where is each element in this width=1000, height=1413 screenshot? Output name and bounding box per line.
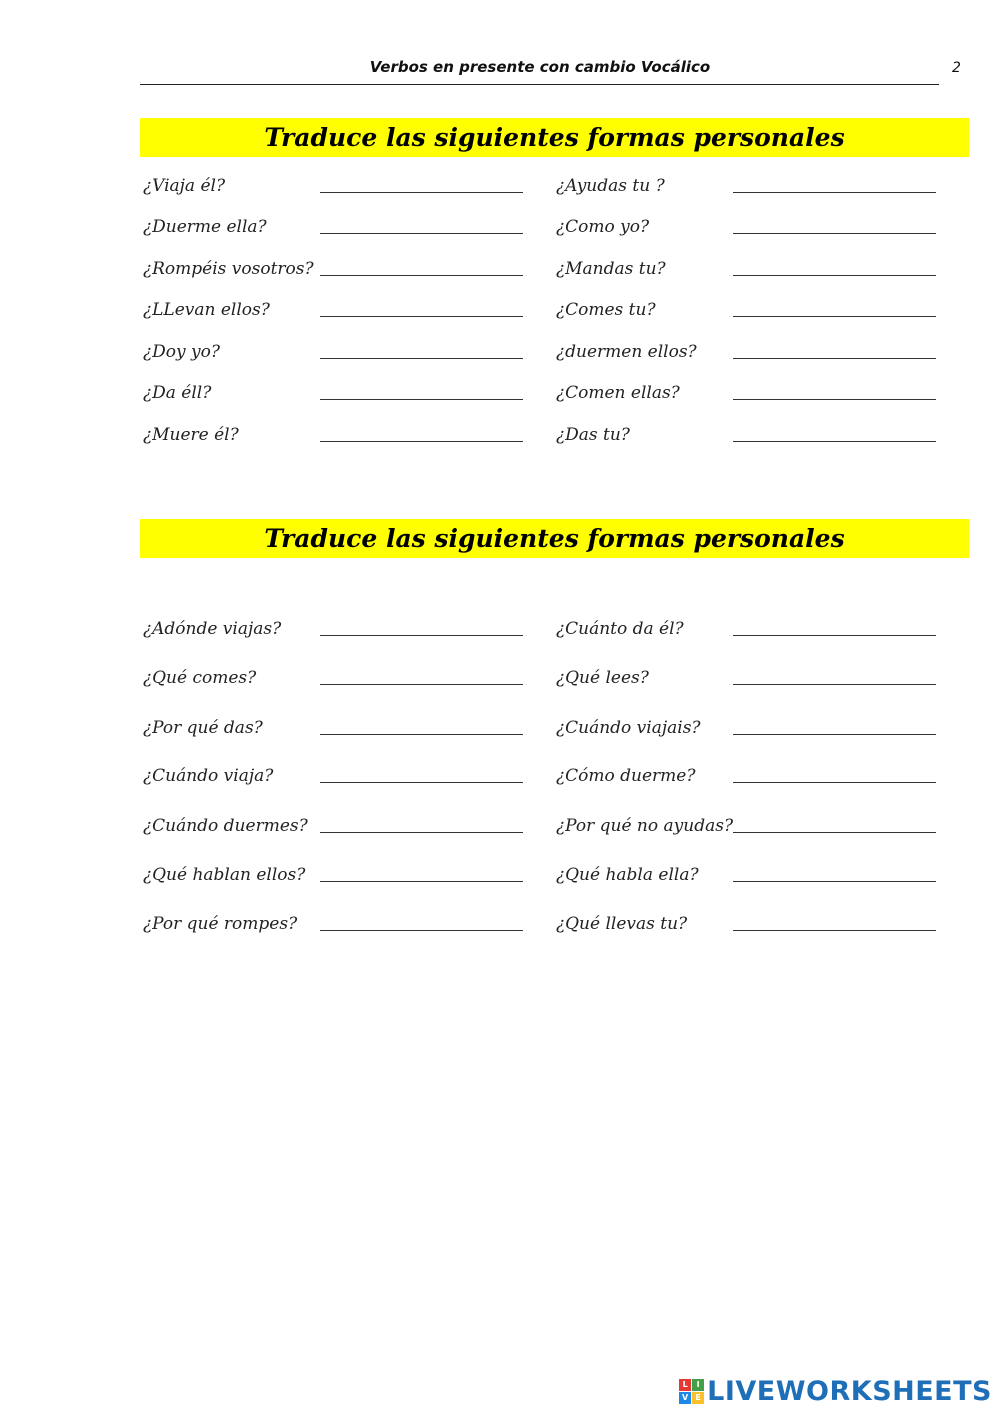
answer-blank[interactable] xyxy=(733,192,936,193)
question-row xyxy=(143,815,563,839)
question-row xyxy=(556,913,976,937)
question-text: ¿Doy yo? xyxy=(143,342,220,362)
question-row xyxy=(143,258,563,282)
answer-blank[interactable] xyxy=(320,233,523,234)
answer-blank[interactable] xyxy=(320,192,523,193)
answer-blank[interactable] xyxy=(320,734,523,735)
answer-blank[interactable] xyxy=(320,441,523,442)
answer-blank[interactable] xyxy=(733,399,936,400)
question-text: ¿Qué hablan ellos? xyxy=(143,865,306,885)
answer-blank[interactable] xyxy=(733,881,936,882)
answer-blank[interactable] xyxy=(733,734,936,735)
question-row xyxy=(143,424,563,448)
question-row xyxy=(143,175,563,199)
answer-blank[interactable] xyxy=(320,684,523,685)
question-text: ¿Qué lees? xyxy=(556,668,649,688)
question-text: ¿Mandas tu? xyxy=(556,259,666,279)
question-row xyxy=(556,618,976,642)
question-text: ¿Cuándo viaja? xyxy=(143,766,274,786)
liveworksheets-logo xyxy=(679,1375,992,1407)
page-number: 2 xyxy=(952,60,961,76)
question-text: ¿Cuándo duermes? xyxy=(143,816,308,836)
question-row xyxy=(556,216,976,240)
question-text: ¿Viaja él? xyxy=(143,176,226,196)
question-text: ¿Por qué no ayudas? xyxy=(556,816,734,836)
answer-blank[interactable] xyxy=(320,358,523,359)
question-row xyxy=(143,913,563,937)
section-2-banner: Traduce las siguientes formas personales xyxy=(140,519,969,558)
question-row xyxy=(556,382,976,406)
answer-blank[interactable] xyxy=(320,832,523,833)
question-row xyxy=(143,864,563,888)
question-text: ¿Como yo? xyxy=(556,217,650,237)
question-row xyxy=(556,424,976,448)
question-row xyxy=(556,175,976,199)
question-row xyxy=(143,717,563,741)
answer-blank[interactable] xyxy=(733,635,936,636)
answer-blank[interactable] xyxy=(320,275,523,276)
question-text: ¿Por qué das? xyxy=(143,718,263,738)
question-text: ¿Qué comes? xyxy=(143,668,257,688)
answer-blank[interactable] xyxy=(733,930,936,931)
question-row xyxy=(556,864,976,888)
question-row xyxy=(556,258,976,282)
question-text: ¿Adónde viajas? xyxy=(143,619,282,639)
question-text: ¿Cómo duerme? xyxy=(556,766,696,786)
question-text: ¿Das tu? xyxy=(556,425,630,445)
answer-blank[interactable] xyxy=(733,275,936,276)
answer-blank[interactable] xyxy=(733,441,936,442)
question-row xyxy=(556,765,976,789)
answer-blank[interactable] xyxy=(733,684,936,685)
answer-blank[interactable] xyxy=(320,399,523,400)
question-row xyxy=(556,717,976,741)
answer-blank[interactable] xyxy=(733,782,936,783)
header-divider xyxy=(140,84,939,85)
question-text: ¿duermen ellos? xyxy=(556,342,697,362)
answer-blank[interactable] xyxy=(320,782,523,783)
logo-badge-icon: L I V E xyxy=(679,1379,704,1404)
answer-blank[interactable] xyxy=(733,316,936,317)
answer-blank[interactable] xyxy=(320,635,523,636)
answer-blank[interactable] xyxy=(320,316,523,317)
question-row xyxy=(556,815,976,839)
answer-blank[interactable] xyxy=(320,930,523,931)
question-text: ¿Ayudas tu ? xyxy=(556,176,665,196)
question-row xyxy=(556,667,976,691)
answer-blank[interactable] xyxy=(733,233,936,234)
document-title: Verbos en presente con cambio Vocálico xyxy=(369,58,711,76)
question-row xyxy=(143,618,563,642)
question-text: ¿Duerme ella? xyxy=(143,217,267,237)
question-row xyxy=(143,216,563,240)
question-text: ¿Qué llevas tu? xyxy=(556,914,688,934)
question-row xyxy=(143,765,563,789)
question-row xyxy=(143,667,563,691)
question-row xyxy=(143,341,563,365)
question-row xyxy=(556,341,976,365)
question-text: ¿Por qué rompes? xyxy=(143,914,298,934)
logo-text: LIVEWORKSHEETS xyxy=(707,1375,992,1407)
question-text: ¿Cuándo viajais? xyxy=(556,718,701,738)
question-text: ¿Cuánto da él? xyxy=(556,619,684,639)
question-row xyxy=(556,299,976,323)
question-text: ¿Muere él? xyxy=(143,425,239,445)
answer-blank[interactable] xyxy=(733,832,936,833)
question-text: ¿Comen ellas? xyxy=(556,383,680,403)
question-text: ¿LLevan ellos? xyxy=(143,300,270,320)
question-row xyxy=(143,382,563,406)
question-text: ¿Da éll? xyxy=(143,383,212,403)
answer-blank[interactable] xyxy=(733,358,936,359)
section-1-banner: Traduce las siguientes formas personales xyxy=(140,118,969,157)
question-row xyxy=(143,299,563,323)
answer-blank[interactable] xyxy=(320,881,523,882)
question-text: ¿Qué habla ella? xyxy=(556,865,699,885)
question-text: ¿Rompéis vosotros? xyxy=(143,259,314,279)
question-text: ¿Comes tu? xyxy=(556,300,656,320)
